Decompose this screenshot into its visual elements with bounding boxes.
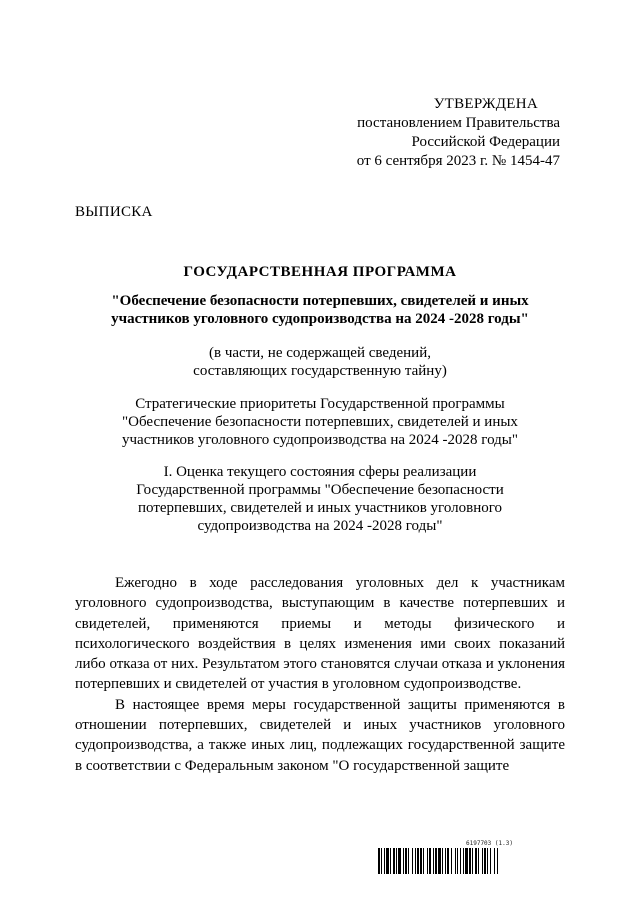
section-line-1: I. Оценка текущего состояния сферы реализации (163, 464, 477, 480)
approval-title: УТВЕРЖДЕНА (433, 96, 538, 112)
secrecy-note-line-1: (в части, не содержащей сведений, (209, 345, 431, 361)
section-line-3: потерпевших, свидетелей и иных участников уголовного (137, 500, 503, 516)
body-text (75, 573, 565, 776)
barcode-block (378, 840, 568, 876)
program-name (60, 292, 580, 328)
program-name-line-1: "Обеспечение безопасности потерпевших, свидетелей и иных (111, 293, 529, 309)
priorities-line-1: Стратегические приоритеты Государственной программы (135, 396, 505, 412)
priorities-line-3: участников уголовного судопроизводства на 2024 -2028 годы" (122, 432, 518, 448)
priorities-line-2: "Обеспечение безопасности потерпевших, свидетелей и иных (122, 414, 518, 430)
barcode-icon (378, 848, 568, 874)
section-line-4: судопроизводства на 2024 -2028 годы" (197, 518, 443, 534)
approval-line-1: постановлением Правительства (357, 115, 560, 131)
program-name-line-2: участников уголовного судопроизводства на 2024 -2028 годы" (111, 311, 529, 327)
section-line-2: Государственной программы "Обеспечение безопасности (136, 482, 504, 498)
paragraph-1: Ежегодно в ходе расследования уголовных дел к участникам уголовного судопроизводства, выступающим в качестве потерпевших и свидетелей, применяются приемы и методы физического и психологического воздействия в целях изменения ими своих показаний либо отказа от них. Результатом этого становятся случаи отказа и уклонения потерпевших и свидетелей от участия в уголовном судопроизводстве. (75, 575, 565, 693)
extract-label: ВЫПИСКА (75, 204, 153, 220)
approval-line-3: от 6 сентября 2023 г. № 1454-47 (356, 153, 560, 169)
secrecy-note-line-2: составляющих государственную тайну) (193, 363, 447, 379)
paragraph-2: В настоящее время меры государственной защиты применяются в отношении потерпевших, свидетелей и иных участников уголовного судопроизводства, а также иных лиц, подлежащих государственной защите в соответствии с Федеральным законом "О государственной защите (75, 696, 565, 774)
priorities-heading (60, 395, 580, 449)
program-heading: ГОСУДАРСТВЕННАЯ ПРОГРАММА (183, 264, 457, 280)
barcode-number: 6197703 (1.3) (466, 840, 513, 847)
approval-line-2: Российской Федерации (411, 134, 560, 150)
section-heading (60, 463, 580, 535)
approval-block (320, 95, 560, 171)
secrecy-note (60, 344, 580, 380)
